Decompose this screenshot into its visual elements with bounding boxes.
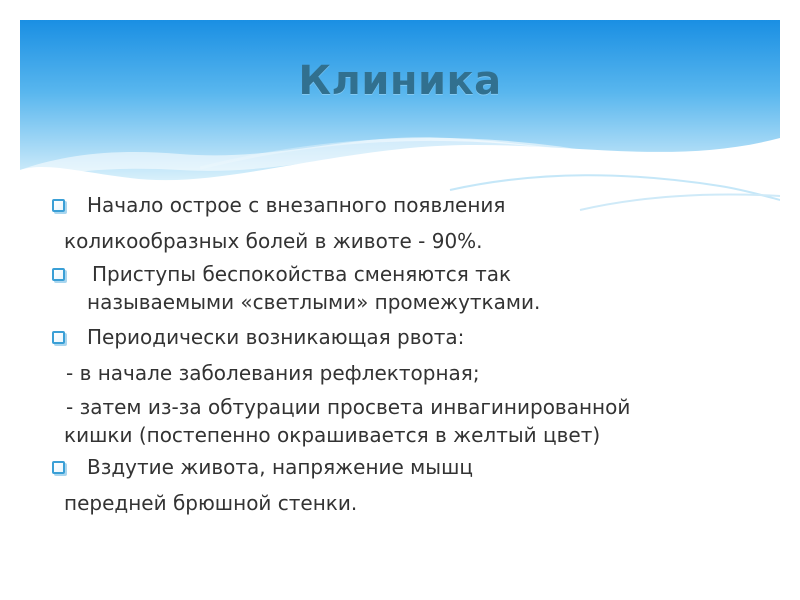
slide-title: Клиника	[298, 58, 502, 104]
list-item-4-line-2: передней брюшной стенки.	[64, 491, 358, 515]
list-item-2-line-1: Приступы беспокойства сменяются так	[92, 262, 512, 286]
list-item-3-line-1: Периодически возникающая рвота:	[87, 325, 465, 349]
square-bullet-icon	[52, 268, 65, 281]
square-bullet-icon	[52, 331, 65, 344]
list-item-1-line-2: коликообразных болей в животе - 90%.	[64, 229, 483, 253]
list-item-3-sub-1: - в начале заболевания рефлекторная;	[66, 361, 480, 385]
list-item-1-line-1: Начало острое с внезапного появления	[87, 193, 506, 217]
square-bullet-icon	[52, 199, 65, 212]
list-item-3-sub-2-line-2: кишки (постепенно окрашивается в желтый цвет)	[64, 423, 601, 447]
list-item-2-line-2: называемыми «светлыми» промежутками.	[87, 290, 541, 314]
list-item-4-line-1: Вздутие живота, напряжение мышц	[87, 455, 473, 479]
list-item-3-sub-2-line-1: - затем из-за обтурации просвета инвагинированной	[66, 395, 631, 419]
square-bullet-icon	[52, 461, 65, 474]
